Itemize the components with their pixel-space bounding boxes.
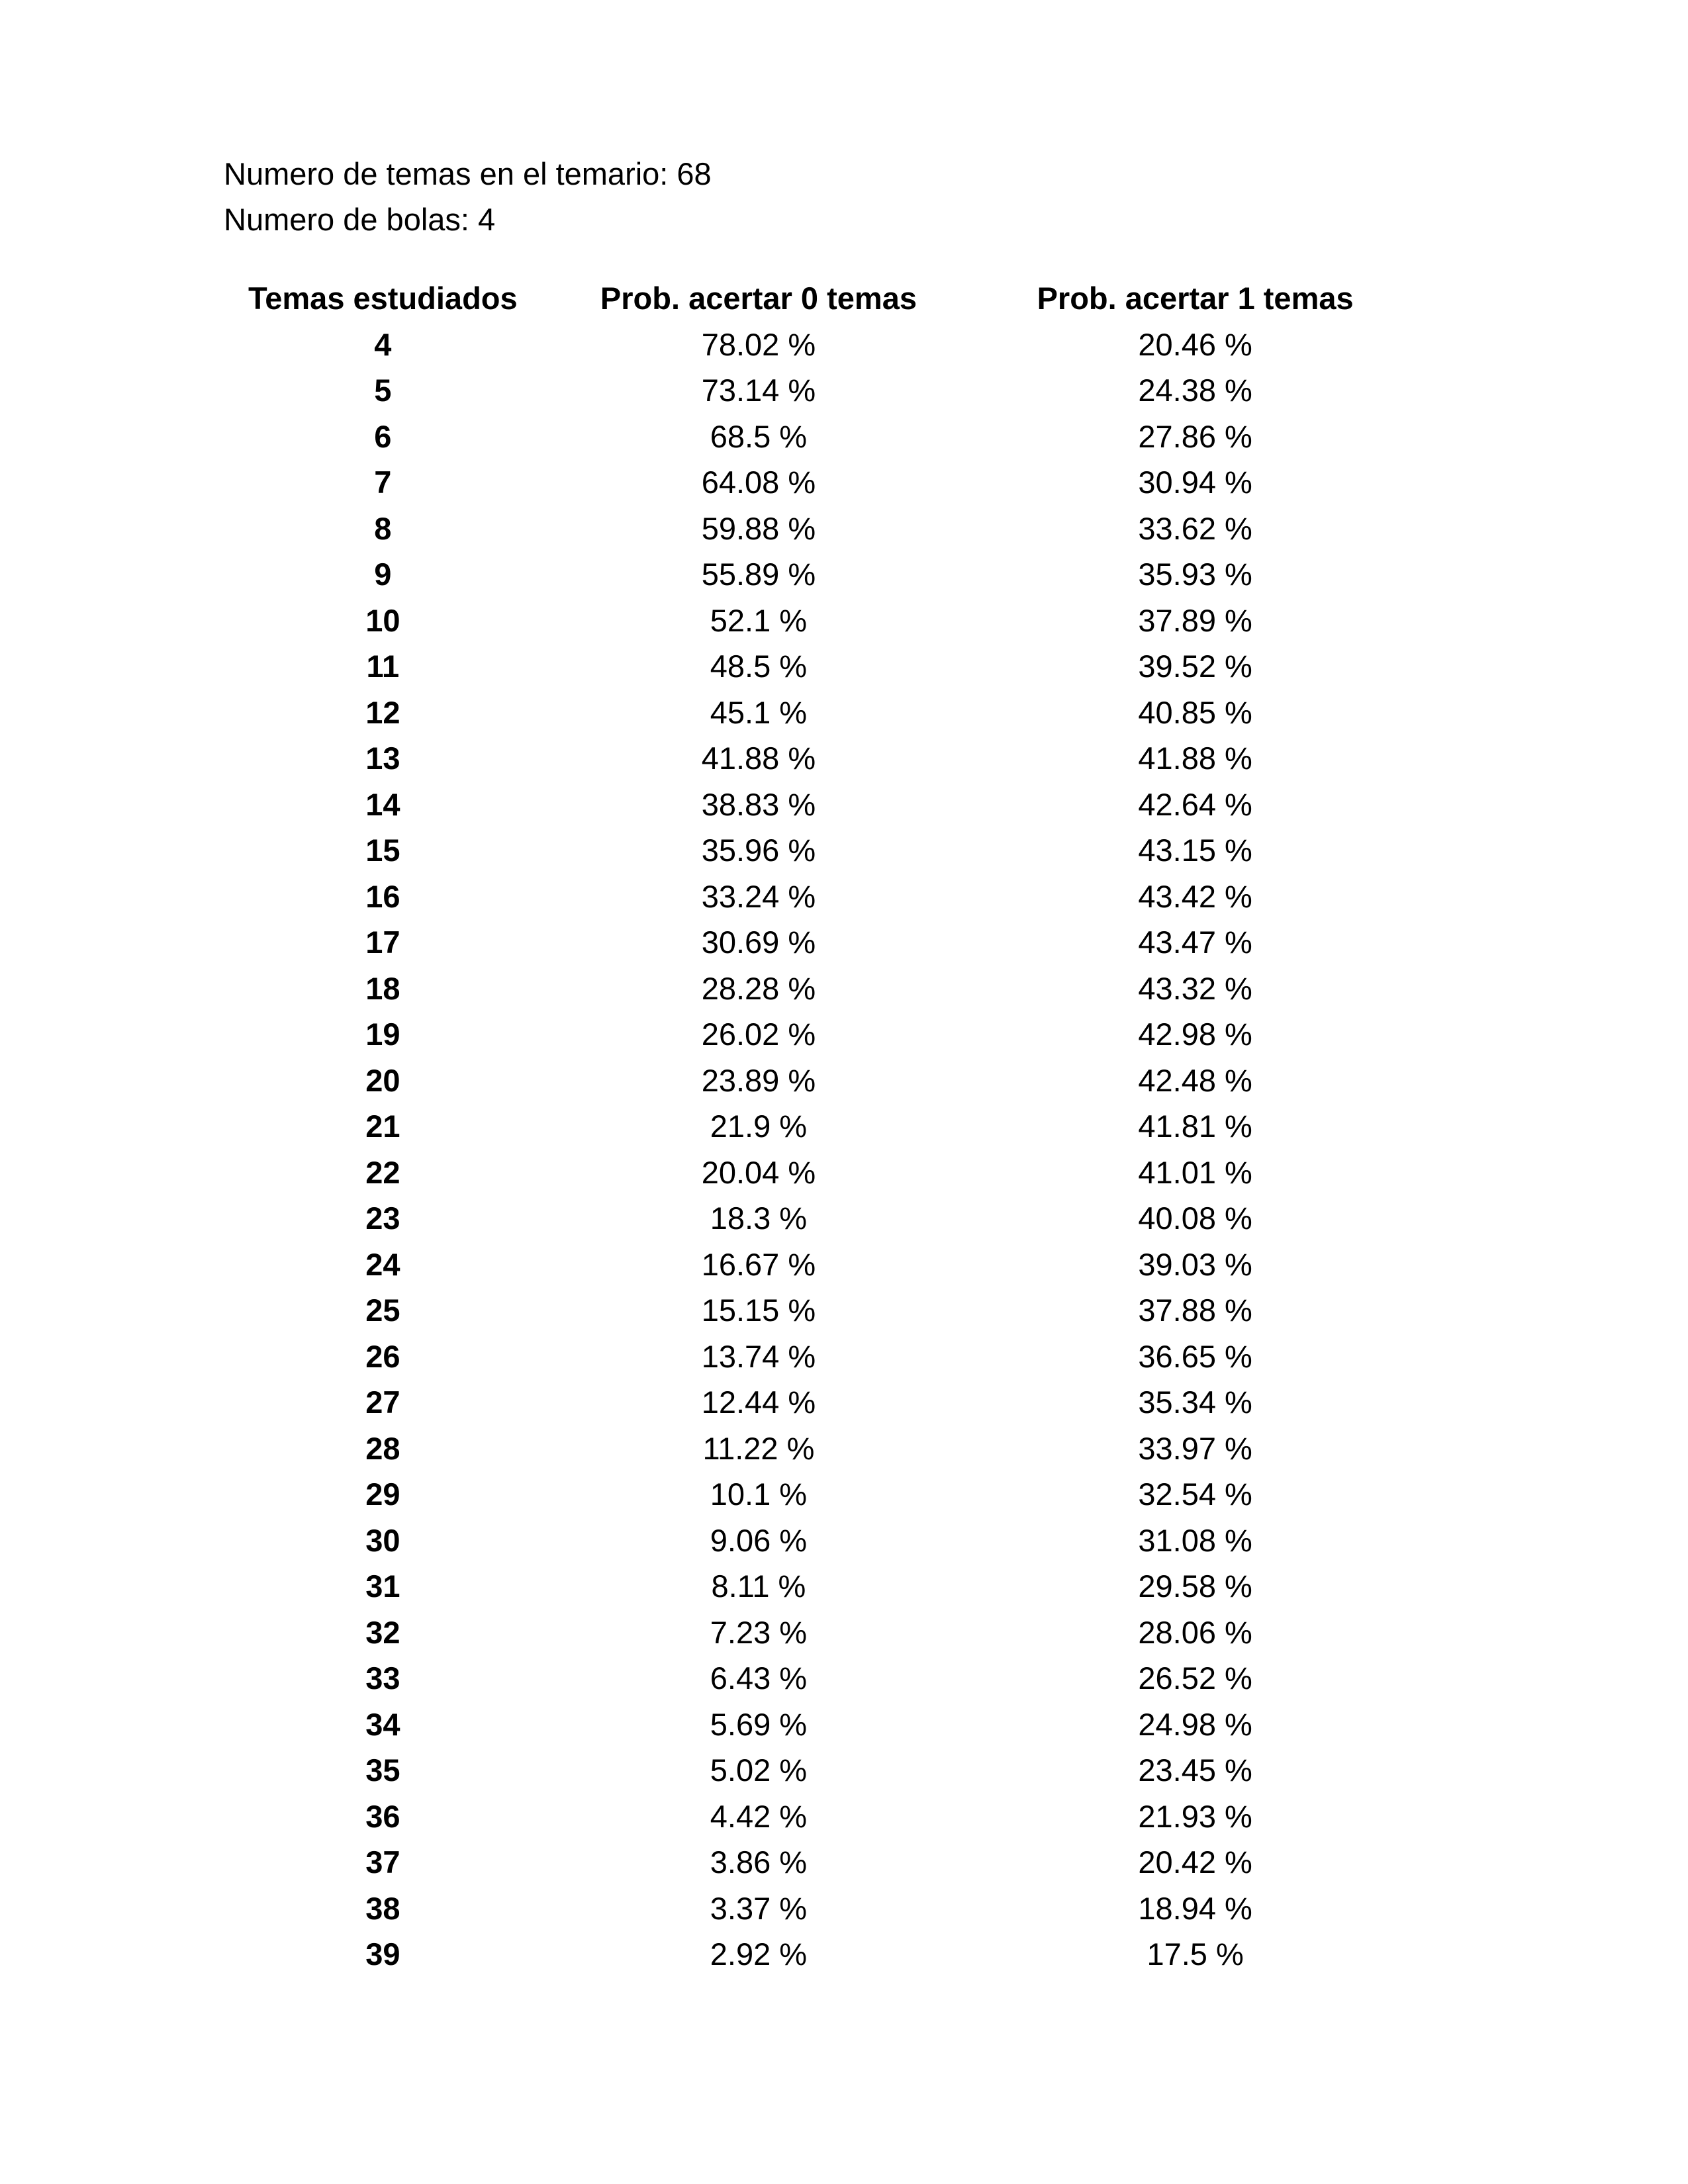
cell-prob-0: 18.3 %: [710, 1201, 808, 1236]
cell-temas-estudiados: 29: [365, 1477, 400, 1512]
cell-prob-0: 28.28 %: [701, 970, 816, 1006]
cell-prob-1: 32.54 %: [1138, 1477, 1252, 1512]
cell-prob-0: 45.1 %: [710, 694, 808, 730]
table-row: [224, 1931, 1415, 1978]
table-row: [224, 367, 1415, 414]
cell-temas-estudiados: 22: [365, 1154, 400, 1190]
table-row: [224, 966, 1415, 1012]
table-row: [224, 414, 1415, 460]
cell-temas-estudiados: 7: [374, 465, 392, 500]
table-row: [224, 643, 1415, 690]
cell-prob-0: 9.06 %: [710, 1522, 808, 1558]
table-row: [224, 1839, 1415, 1886]
cell-prob-1: 35.34 %: [1138, 1385, 1252, 1420]
cell-prob-1: 18.94 %: [1138, 1890, 1252, 1926]
cell-temas-estudiados: 30: [365, 1522, 400, 1558]
cell-prob-1: 33.97 %: [1138, 1430, 1252, 1466]
column-header-prob-0: Prob. acertar 0 temas: [600, 281, 917, 316]
table-row: [224, 1195, 1415, 1242]
cell-prob-0: 11.22 %: [702, 1430, 815, 1466]
table-row: [224, 1058, 1415, 1104]
table-row: [224, 1747, 1415, 1794]
cell-prob-1: 43.42 %: [1138, 878, 1252, 914]
cell-temas-estudiados: 11: [366, 649, 400, 684]
cell-prob-0: 20.04 %: [701, 1154, 816, 1190]
column-header-temas-estudiados: Temas estudiados: [248, 281, 518, 316]
cell-prob-1: 20.46 %: [1138, 326, 1252, 362]
table-row: [224, 690, 1415, 736]
cell-prob-0: 5.02 %: [710, 1752, 808, 1788]
cell-temas-estudiados: 12: [365, 694, 400, 730]
cell-prob-0: 38.83 %: [701, 786, 816, 822]
cell-prob-1: 40.08 %: [1138, 1201, 1252, 1236]
cell-temas-estudiados: 6: [374, 418, 392, 454]
cell-prob-1: 41.01 %: [1138, 1154, 1252, 1190]
cell-prob-0: 4.42 %: [710, 1798, 808, 1834]
column-header-prob-1: Prob. acertar 1 temas: [1037, 281, 1354, 316]
cell-prob-0: 26.02 %: [701, 1017, 816, 1052]
cell-prob-0: 5.69 %: [710, 1706, 808, 1742]
cell-temas-estudiados: 32: [365, 1614, 400, 1650]
table-row: [224, 782, 1415, 828]
cell-temas-estudiados: 20: [365, 1062, 400, 1098]
cell-temas-estudiados: 19: [365, 1017, 400, 1052]
table-row: [224, 598, 1415, 644]
cell-temas-estudiados: 17: [365, 925, 400, 960]
cell-temas-estudiados: 5: [374, 373, 392, 408]
cell-temas-estudiados: 10: [365, 602, 400, 638]
cell-prob-1: 36.65 %: [1138, 1338, 1252, 1374]
cell-temas-estudiados: 15: [365, 833, 400, 868]
cell-prob-1: 35.93 %: [1138, 557, 1252, 592]
cell-temas-estudiados: 21: [365, 1109, 400, 1144]
cell-temas-estudiados: 38: [365, 1890, 400, 1926]
table-row: [224, 1150, 1415, 1196]
cell-prob-0: 41.88 %: [701, 741, 816, 776]
table-body: [224, 322, 1415, 1978]
cell-prob-1: 24.38 %: [1138, 373, 1252, 408]
cell-prob-1: 42.64 %: [1138, 786, 1252, 822]
cell-temas-estudiados: 34: [365, 1706, 400, 1742]
cell-prob-1: 33.62 %: [1138, 510, 1252, 546]
cell-prob-0: 3.86 %: [710, 1844, 808, 1880]
table-row: [224, 1610, 1415, 1656]
table-row: [224, 874, 1415, 920]
cell-prob-0: 30.69 %: [701, 925, 816, 960]
cell-prob-0: 21.9 %: [710, 1109, 808, 1144]
cell-prob-0: 64.08 %: [701, 465, 816, 500]
table-row: [224, 1242, 1415, 1288]
cell-temas-estudiados: 33: [365, 1661, 400, 1696]
cell-prob-1: 26.52 %: [1138, 1661, 1252, 1696]
cell-prob-0: 7.23 %: [710, 1614, 808, 1650]
cell-prob-1: 29.58 %: [1138, 1569, 1252, 1604]
table-row: [224, 1794, 1415, 1840]
cell-prob-1: 28.06 %: [1138, 1614, 1252, 1650]
table-header-row: [224, 275, 1415, 322]
table-row: [224, 735, 1415, 782]
cell-prob-1: 27.86 %: [1138, 418, 1252, 454]
table-row: [224, 322, 1415, 368]
table-row: [224, 1011, 1415, 1058]
table-row: [224, 1379, 1415, 1426]
cell-prob-0: 68.5 %: [710, 418, 808, 454]
cell-prob-1: 39.52 %: [1138, 649, 1252, 684]
cell-prob-0: 52.1 %: [710, 602, 808, 638]
cell-prob-1: 37.89 %: [1138, 602, 1252, 638]
cell-temas-estudiados: 18: [365, 970, 400, 1006]
cell-prob-1: 21.93 %: [1138, 1798, 1252, 1834]
cell-temas-estudiados: 16: [365, 878, 400, 914]
cell-prob-0: 35.96 %: [701, 833, 816, 868]
cell-prob-0: 78.02 %: [701, 326, 816, 362]
cell-prob-1: 37.88 %: [1138, 1293, 1252, 1328]
cell-prob-1: 40.85 %: [1138, 694, 1252, 730]
cell-temas-estudiados: 26: [365, 1338, 400, 1374]
cell-temas-estudiados: 14: [365, 786, 400, 822]
cell-temas-estudiados: 37: [365, 1844, 400, 1880]
cell-prob-0: 2.92 %: [710, 1936, 808, 1972]
cell-temas-estudiados: 25: [365, 1293, 400, 1328]
table-row: [224, 1655, 1415, 1702]
cell-temas-estudiados: 24: [365, 1246, 400, 1282]
cell-prob-1: 31.08 %: [1138, 1522, 1252, 1558]
cell-temas-estudiados: 36: [365, 1798, 400, 1834]
table-row: [224, 459, 1415, 506]
cell-temas-estudiados: 28: [365, 1430, 400, 1466]
cell-temas-estudiados: 35: [365, 1752, 400, 1788]
cell-prob-1: 43.32 %: [1138, 970, 1252, 1006]
probability-table: [224, 275, 1415, 1978]
cell-prob-1: 23.45 %: [1138, 1752, 1252, 1788]
table-row: [224, 1426, 1415, 1472]
cell-prob-1: 42.48 %: [1138, 1062, 1252, 1098]
cell-prob-1: 17.5 %: [1147, 1936, 1244, 1972]
cell-temas-estudiados: 23: [365, 1201, 400, 1236]
table-row: [224, 506, 1415, 552]
cell-prob-1: 43.47 %: [1138, 925, 1252, 960]
cell-prob-1: 42.98 %: [1138, 1017, 1252, 1052]
cell-prob-0: 3.37 %: [710, 1890, 808, 1926]
document-header: [224, 151, 712, 242]
table-row: [224, 1471, 1415, 1518]
table-row: [224, 827, 1415, 874]
cell-prob-1: 43.15 %: [1138, 833, 1252, 868]
total-topics-line: Numero de temas en el temario: 68: [224, 156, 712, 191]
cell-prob-0: 8.11 %: [711, 1569, 806, 1604]
table-row: [224, 551, 1415, 598]
table-row: [224, 919, 1415, 966]
cell-prob-1: 20.42 %: [1138, 1844, 1252, 1880]
cell-temas-estudiados: 13: [365, 741, 400, 776]
cell-temas-estudiados: 4: [374, 326, 392, 362]
cell-prob-1: 39.03 %: [1138, 1246, 1252, 1282]
cell-prob-0: 15.15 %: [701, 1293, 816, 1328]
cell-temas-estudiados: 39: [365, 1936, 400, 1972]
cell-temas-estudiados: 8: [374, 510, 392, 546]
cell-prob-1: 24.98 %: [1138, 1706, 1252, 1742]
cell-temas-estudiados: 31: [365, 1569, 400, 1604]
cell-prob-0: 16.67 %: [701, 1246, 816, 1282]
cell-temas-estudiados: 9: [374, 557, 392, 592]
cell-prob-0: 23.89 %: [701, 1062, 816, 1098]
table-row: [224, 1103, 1415, 1150]
cell-prob-0: 73.14 %: [701, 373, 816, 408]
table-row: [224, 1886, 1415, 1932]
cell-prob-0: 59.88 %: [701, 510, 816, 546]
cell-prob-0: 6.43 %: [710, 1661, 808, 1696]
balls-count-line: Numero de bolas: 4: [224, 202, 496, 237]
cell-prob-0: 12.44 %: [701, 1385, 816, 1420]
cell-prob-1: 41.88 %: [1138, 741, 1252, 776]
cell-prob-0: 48.5 %: [710, 649, 808, 684]
table-row: [224, 1334, 1415, 1380]
table-row: [224, 1287, 1415, 1334]
table-row: [224, 1702, 1415, 1748]
table-row: [224, 1563, 1415, 1610]
cell-prob-0: 10.1 %: [710, 1477, 808, 1512]
table-row: [224, 1518, 1415, 1564]
cell-temas-estudiados: 27: [365, 1385, 400, 1420]
cell-prob-1: 30.94 %: [1138, 465, 1252, 500]
table-header: [224, 275, 1415, 322]
cell-prob-0: 55.89 %: [701, 557, 816, 592]
cell-prob-1: 41.81 %: [1138, 1109, 1252, 1144]
cell-prob-0: 13.74 %: [701, 1338, 816, 1374]
cell-prob-0: 33.24 %: [701, 878, 816, 914]
